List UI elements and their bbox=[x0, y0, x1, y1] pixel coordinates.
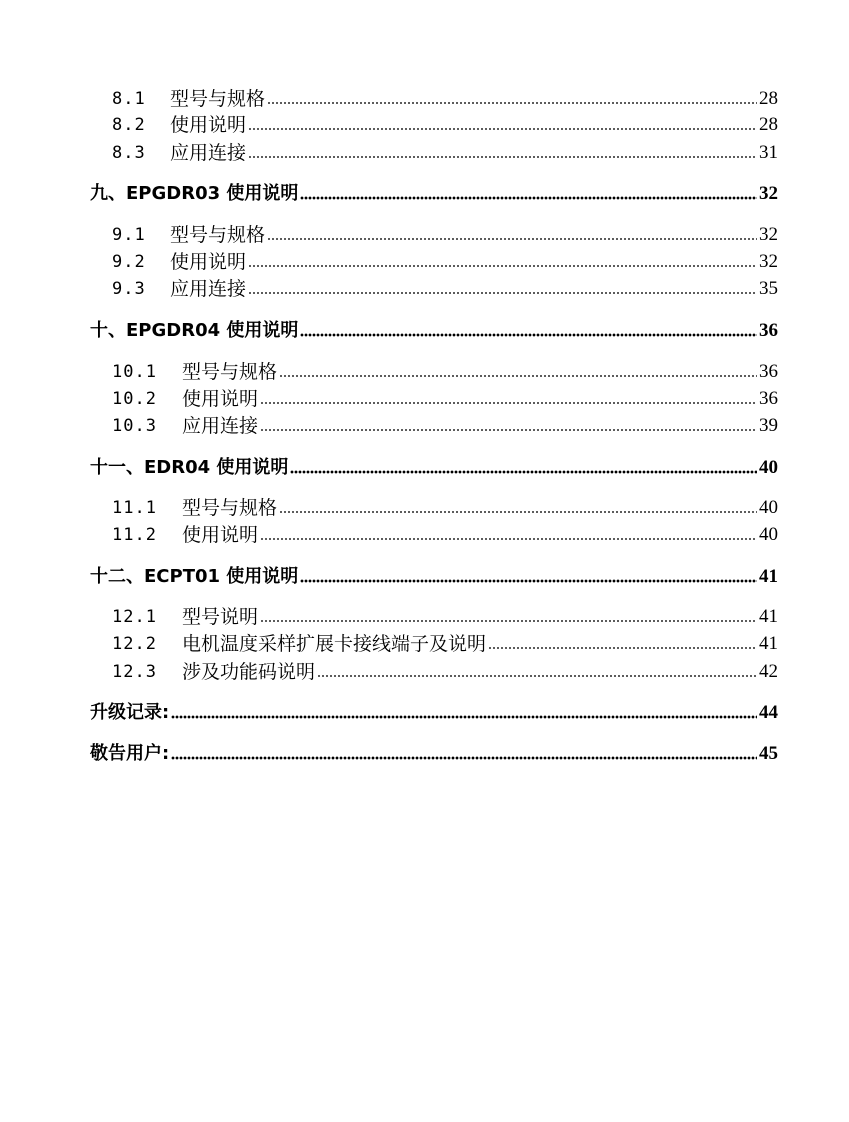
dot-leader bbox=[300, 196, 757, 200]
toc-title: 使用说明 bbox=[182, 524, 259, 546]
toc-page-number: 36 bbox=[759, 361, 778, 382]
toc-entry[interactable] bbox=[112, 84, 778, 110]
toc-title: 型号与规格 bbox=[170, 224, 266, 246]
dot-leader bbox=[260, 619, 757, 623]
toc-entry[interactable] bbox=[112, 520, 778, 546]
toc-page-number: 45 bbox=[759, 743, 778, 764]
toc-number: 11.1 bbox=[112, 498, 157, 518]
toc-title: 使用说明 bbox=[170, 114, 247, 136]
toc-page-number: 35 bbox=[759, 278, 778, 299]
toc-page-number: 41 bbox=[759, 566, 778, 587]
dot-leader bbox=[317, 674, 757, 678]
toc-page-number: 28 bbox=[759, 88, 778, 109]
dot-leader bbox=[248, 291, 757, 295]
toc-page-number: 36 bbox=[759, 320, 778, 341]
toc-page-number: 42 bbox=[759, 661, 778, 682]
toc-page-number: 28 bbox=[759, 114, 778, 135]
toc-title: 涉及功能码说明 bbox=[182, 661, 316, 683]
dot-leader bbox=[300, 579, 757, 583]
toc-number: 11.2 bbox=[112, 525, 157, 545]
toc-title: 型号与规格 bbox=[182, 361, 278, 383]
toc-number: 9.1 bbox=[112, 225, 146, 245]
toc-page-number: 36 bbox=[759, 388, 778, 409]
toc-title: 使用说明 bbox=[182, 388, 259, 410]
toc-number: 12.2 bbox=[112, 634, 157, 654]
dot-leader bbox=[267, 101, 757, 105]
toc-section[interactable] bbox=[90, 739, 778, 765]
dot-leader bbox=[279, 374, 757, 378]
toc-page-number: 41 bbox=[759, 606, 778, 627]
toc-entry[interactable] bbox=[112, 247, 778, 273]
toc-entry[interactable] bbox=[112, 493, 778, 519]
toc-title: 型号与规格 bbox=[182, 497, 278, 519]
dot-leader bbox=[300, 333, 757, 337]
toc-page-number: 32 bbox=[759, 224, 778, 245]
toc-entry[interactable] bbox=[112, 411, 778, 437]
toc-title: 型号与规格 bbox=[170, 88, 266, 110]
toc-section-title: 敬告用户: bbox=[90, 743, 170, 764]
toc-section-title: 升级记录: bbox=[90, 702, 170, 723]
dot-leader bbox=[260, 428, 757, 432]
toc-entry[interactable] bbox=[112, 384, 778, 410]
dot-leader bbox=[279, 510, 757, 514]
toc-page-number: 31 bbox=[759, 142, 778, 163]
toc-entry[interactable] bbox=[112, 220, 778, 246]
toc-page-number: 41 bbox=[759, 633, 778, 654]
toc-page-number: 32 bbox=[759, 251, 778, 272]
dot-leader bbox=[248, 127, 757, 131]
toc-number: 8.3 bbox=[112, 143, 146, 163]
dot-leader bbox=[260, 537, 757, 541]
toc-entry[interactable] bbox=[112, 602, 778, 628]
toc-entry[interactable] bbox=[112, 138, 778, 164]
toc-title: 使用说明 bbox=[170, 251, 247, 273]
dot-leader bbox=[248, 155, 757, 159]
toc-section-title: 十一、EDR04 使用说明 bbox=[90, 457, 289, 478]
toc-title: 应用连接 bbox=[182, 415, 259, 437]
toc-page-number: 40 bbox=[759, 497, 778, 518]
toc-section[interactable] bbox=[90, 698, 778, 724]
dot-leader bbox=[488, 646, 757, 650]
toc-section[interactable] bbox=[90, 316, 778, 342]
toc-entry[interactable] bbox=[112, 629, 778, 655]
toc-number: 12.3 bbox=[112, 662, 157, 682]
dot-leader bbox=[248, 264, 757, 268]
toc-page-number: 39 bbox=[759, 415, 778, 436]
dot-leader bbox=[267, 237, 757, 241]
toc-title: 电机温度采样扩展卡接线端子及说明 bbox=[182, 633, 487, 655]
dot-leader bbox=[260, 401, 757, 405]
toc-title: 型号说明 bbox=[182, 606, 259, 628]
toc-page-number: 40 bbox=[759, 524, 778, 545]
dot-leader bbox=[171, 756, 757, 760]
toc-entry[interactable] bbox=[112, 274, 778, 300]
toc-section[interactable] bbox=[90, 179, 778, 205]
toc-number: 10.1 bbox=[112, 362, 157, 382]
toc-page-number: 44 bbox=[759, 702, 778, 723]
toc-section-title: 十二、ECPT01 使用说明 bbox=[90, 566, 299, 587]
toc-section-title: 十、EPGDR04 使用说明 bbox=[90, 320, 299, 341]
toc-number: 10.2 bbox=[112, 389, 157, 409]
toc-entry[interactable] bbox=[112, 657, 778, 683]
toc-page-number: 40 bbox=[759, 457, 778, 478]
toc-title: 应用连接 bbox=[170, 278, 247, 300]
toc-number: 9.3 bbox=[112, 279, 146, 299]
toc-number: 9.2 bbox=[112, 252, 146, 272]
toc-number: 8.2 bbox=[112, 115, 146, 135]
toc-section-title: 九、EPGDR03 使用说明 bbox=[90, 183, 299, 204]
toc-number: 8.1 bbox=[112, 89, 146, 109]
toc-number: 10.3 bbox=[112, 416, 157, 436]
toc-title: 应用连接 bbox=[170, 142, 247, 164]
toc-section[interactable] bbox=[90, 453, 778, 479]
dot-leader bbox=[290, 470, 757, 474]
toc-entry[interactable] bbox=[112, 110, 778, 136]
dot-leader bbox=[171, 715, 757, 719]
toc-section[interactable] bbox=[90, 562, 778, 588]
toc-entry[interactable] bbox=[112, 357, 778, 383]
toc-number: 12.1 bbox=[112, 607, 157, 627]
toc-page-number: 32 bbox=[759, 183, 778, 204]
